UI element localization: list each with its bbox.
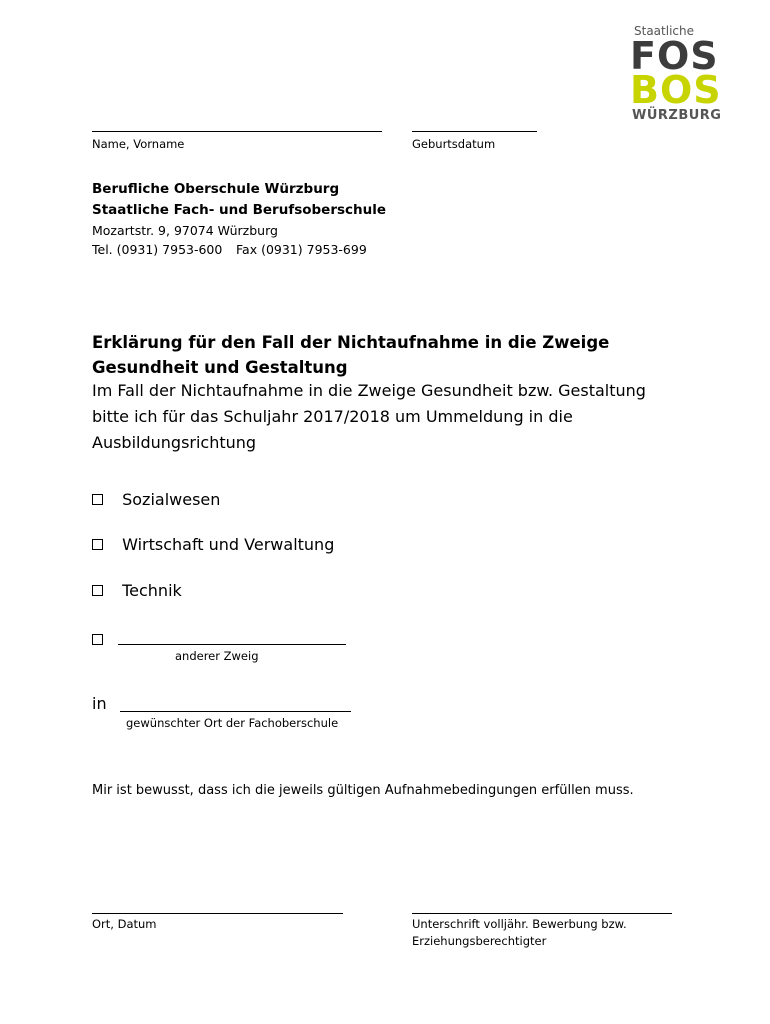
school-name: Berufliche Oberschule Würzburg (92, 181, 340, 197)
option-label: Technik (122, 581, 182, 600)
place-date-label: Ort, Datum (92, 917, 157, 931)
option-wirtschaft[interactable] (92, 535, 334, 554)
school-logo (630, 24, 730, 124)
school-fax: Fax (0931) 7953-699 (236, 242, 367, 257)
school-subtitle: Staatliche Fach- und Berufsoberschule (92, 202, 387, 218)
school-street: Mozartstr. 9, 97074 Würzburg (92, 223, 278, 238)
option-label: Sozialwesen (122, 490, 221, 509)
form-title-line2: Gesundheit und Gestaltung (92, 358, 348, 377)
location-caption: gewünschter Ort der Fachoberschule (126, 716, 339, 730)
logo-bos-text: BOS (630, 68, 722, 112)
option-checkbox[interactable] (92, 585, 103, 596)
birthdate-line (412, 131, 537, 132)
school-tel: Tel. (0931) 7953-600 (92, 242, 223, 257)
other-branch-line[interactable] (118, 644, 346, 645)
other-branch-caption: anderer Zweig (175, 649, 259, 663)
place-date-line[interactable] (92, 913, 343, 914)
form-title-line1: Erklärung für den Fall der Nichtaufnahme in die Zweige (92, 333, 610, 352)
name-line (92, 131, 382, 132)
option-other[interactable] (92, 630, 103, 649)
signature-label-line2: Erziehungsberechtigter (412, 934, 547, 948)
location-line[interactable] (120, 711, 351, 712)
option-sozialwesen[interactable] (92, 490, 220, 509)
option-checkbox[interactable] (92, 494, 103, 505)
logo-fos-text: FOS (630, 34, 719, 78)
option-technik[interactable] (92, 581, 182, 600)
intro-line2: bitte ich für das Schuljahr 2017/2018 um Ummeldung in die (92, 407, 573, 426)
intro-line1: Im Fall der Nichtaufnahme in die Zweige Gesundheit bzw. Gestaltung (92, 381, 646, 400)
signature-label-line1: Unterschrift volljähr. Bewerbung bzw. (412, 917, 627, 931)
conditions-statement: Mir ist bewusst, dass ich die jeweils gültigen Aufnahmebedingungen erfüllen muss. (92, 783, 634, 798)
option-checkbox[interactable] (92, 539, 103, 550)
intro-line3: Ausbildungsrichtung (92, 433, 257, 452)
logo-city-text: WÜRZBURG (632, 108, 722, 123)
signature-line[interactable] (412, 913, 672, 914)
location-prefix: in (92, 694, 107, 713)
name-label: Name, Vorname (92, 137, 185, 151)
option-checkbox[interactable] (92, 634, 103, 645)
birthdate-label: Geburtsdatum (412, 137, 496, 151)
option-label: Wirtschaft und Verwaltung (122, 535, 335, 554)
logo-staatliche-text: Staatliche (634, 24, 694, 38)
